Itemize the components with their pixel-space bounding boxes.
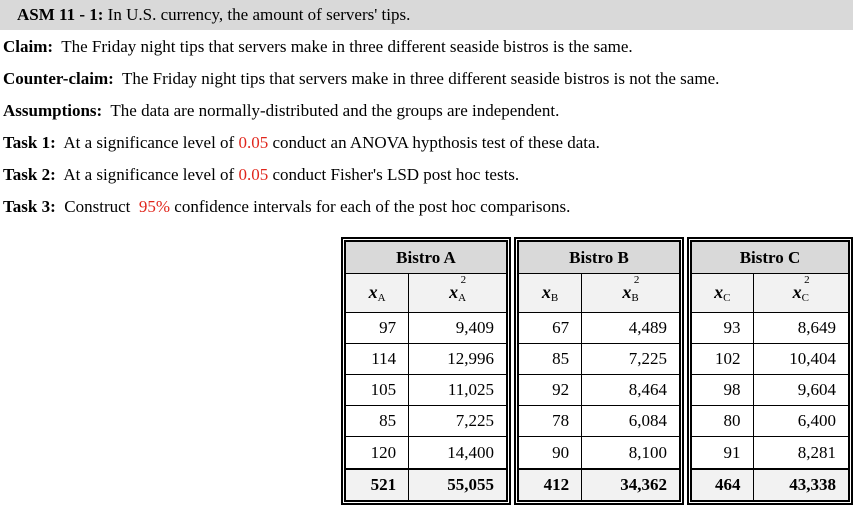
table-cell-x-squared: 8,649 (753, 312, 848, 343)
task-1-text: At a significance level of (55, 133, 239, 152)
counter-claim-label: Counter-claim: (3, 69, 114, 88)
table-cell-x-squared: 8,281 (753, 437, 848, 469)
counter-claim-line (3, 68, 719, 90)
table-title: Bistro B (519, 242, 680, 274)
column-header-x-squared (409, 274, 507, 312)
var-subscript: A (377, 291, 386, 304)
table-cell-x-squared: 12,996 (409, 343, 507, 374)
total-x: 412 (519, 469, 582, 501)
counter-claim-text: The Friday night tips that servers make in three different seaside bistros is not the same. (113, 69, 720, 88)
table-cell-x-squared: 9,604 (753, 374, 848, 405)
var-x: x (449, 281, 459, 302)
var-subscript: B (631, 291, 639, 304)
column-header-x-squared (753, 274, 848, 312)
table-cell-x: 102 (692, 343, 754, 374)
total-x-squared: 43,338 (753, 469, 848, 501)
task-3-text-end: confidence intervals for each of the post hoc comparisons. (170, 197, 571, 216)
table-cell-x: 93 (692, 312, 754, 343)
table-cell-x-squared: 10,404 (753, 343, 848, 374)
table-cell-x: 91 (692, 437, 754, 469)
bistro-c-table (687, 237, 853, 505)
claim-line (3, 36, 633, 58)
task-2-line (3, 164, 519, 186)
assumptions-line (3, 100, 559, 122)
bistro-a-table (341, 237, 511, 505)
table-cell-x-squared: 14,400 (409, 437, 507, 469)
var-superscript: 2 (633, 273, 640, 286)
claim-text: The Friday night tips that servers make in three different seaside bistros is the same. (53, 37, 633, 56)
task-3-line (3, 196, 570, 218)
var-superscript: 2 (804, 273, 810, 286)
total-x-squared: 55,055 (409, 469, 507, 501)
table-cell-x: 80 (692, 406, 754, 437)
assignment-header (0, 0, 853, 30)
table-cell-x-squared: 4,489 (582, 312, 680, 343)
assumptions-text: The data are normally-distributed and the groups are independent. (102, 101, 560, 120)
table-cell-x: 85 (346, 406, 409, 437)
task-2-label: Task 2: (3, 165, 56, 184)
var-x: x (622, 281, 632, 302)
table-cell-x-squared: 7,225 (582, 343, 680, 374)
var-x: x (368, 281, 378, 302)
column-header-x (346, 274, 409, 312)
table-cell-x-squared: 9,409 (409, 312, 507, 343)
table-cell-x-squared: 7,225 (409, 406, 507, 437)
task-1-alpha: 0.05 (238, 133, 269, 152)
table-cell-x-squared: 8,464 (582, 374, 680, 405)
table-cell-x: 78 (519, 406, 582, 437)
table-cell-x: 105 (346, 374, 409, 405)
task-1-text-end: conduct an ANOVA hypthosis test of these data. (268, 133, 600, 152)
table-cell-x-squared: 6,084 (582, 406, 680, 437)
column-header-x-squared (582, 274, 680, 312)
assignment-description: In U.S. currency, the amount of servers' tips. (103, 5, 411, 24)
total-x: 521 (346, 469, 409, 501)
var-subscript: C (723, 291, 731, 304)
table-cell-x: 120 (346, 437, 409, 469)
task-1-label: Task 1: (3, 133, 56, 152)
assumptions-label: Assumptions: (3, 101, 103, 120)
var-subscript: A (458, 291, 467, 304)
table-cell-x-squared: 6,400 (753, 406, 848, 437)
var-subscript: C (801, 291, 809, 304)
claim-label: Claim: (3, 37, 54, 56)
var-x: x (541, 281, 551, 302)
table-cell-x: 90 (519, 437, 582, 469)
task-1-line (3, 132, 600, 154)
total-x-squared: 34,362 (582, 469, 680, 501)
bistro-b-table (514, 237, 684, 505)
task-2-alpha: 0.05 (238, 165, 269, 184)
task-2-text: At a significance level of (55, 165, 239, 184)
task-3-label: Task 3: (3, 197, 56, 216)
total-x: 464 (692, 469, 754, 501)
task-3-confidence: 95% (138, 197, 171, 216)
table-cell-x: 97 (346, 312, 409, 343)
table-cell-x: 85 (519, 343, 582, 374)
table-cell-x: 98 (692, 374, 754, 405)
table-cell-x: 67 (519, 312, 582, 343)
table-title: Bistro A (346, 242, 507, 274)
var-subscript: B (550, 291, 559, 304)
table-cell-x-squared: 8,100 (582, 437, 680, 469)
table-cell-x: 114 (346, 343, 409, 374)
var-x: x (714, 281, 724, 302)
table-cell-x: 92 (519, 374, 582, 405)
table-title: Bistro C (692, 242, 849, 274)
column-header-x (519, 274, 582, 312)
assignment-id: ASM 11 - 1: (17, 5, 104, 24)
task-3-text: Construct (55, 197, 139, 216)
var-x: x (792, 281, 802, 302)
column-header-x (692, 274, 754, 312)
table-cell-x-squared: 11,025 (409, 374, 507, 405)
var-superscript: 2 (460, 273, 467, 286)
task-2-text-end: conduct Fisher's LSD post hoc tests. (268, 165, 520, 184)
